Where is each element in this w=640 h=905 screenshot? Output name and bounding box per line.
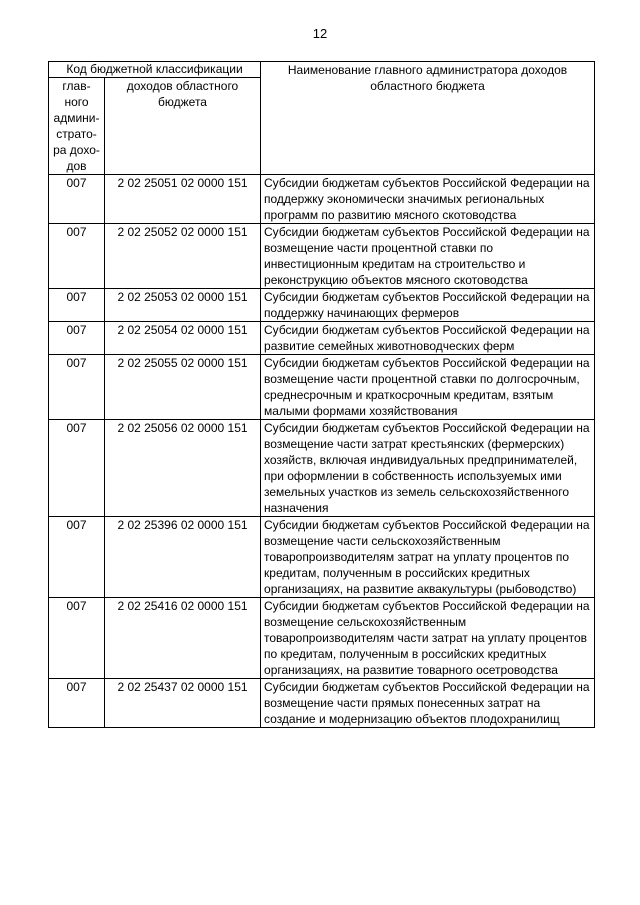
regional-income-header: доходов областного бюджета bbox=[105, 78, 261, 175]
income-code-cell: 2 02 25055 02 0000 151 bbox=[105, 355, 261, 420]
admin-code-cell: 007 bbox=[49, 355, 105, 420]
income-name-cell: Субсидии бюджетам субъектов Российской Федерации на возмещение части сельскохозяйственным товаропроизводителям затрат на уплату процентов по кредитам, полученным в российских кредитных организациях, на развитие аквакультуры (рыбоводство) bbox=[261, 517, 595, 598]
income-name-cell: Субсидии бюджетам субъектов Российской Федерации на возмещение части прямых понесенных затрат на создание и модернизацию объектов плодохранилищ bbox=[261, 679, 595, 728]
table-header-row-group bbox=[49, 62, 595, 78]
admin-code-cell: 007 bbox=[49, 517, 105, 598]
income-code-cell: 2 02 25053 02 0000 151 bbox=[105, 289, 261, 322]
chief-administrator-header: глав- ного админи- страто- ра дохо- дов bbox=[49, 78, 105, 175]
table-body bbox=[49, 175, 595, 728]
income-code-cell: 2 02 25437 02 0000 151 bbox=[105, 679, 261, 728]
admin-code-cell: 007 bbox=[49, 598, 105, 679]
income-code-cell: 2 02 25056 02 0000 151 bbox=[105, 420, 261, 517]
admin-code-cell: 007 bbox=[49, 322, 105, 355]
table-row bbox=[49, 679, 595, 728]
budget-classification-table bbox=[48, 61, 595, 728]
admin-code-cell: 007 bbox=[49, 175, 105, 224]
table-row bbox=[49, 598, 595, 679]
income-name-cell: Субсидии бюджетам субъектов Российской Федерации на возмещение части процентной ставки по долгосрочным, среднесрочным и краткосрочным кредитам, взятым малыми формами хозяйствования bbox=[261, 355, 595, 420]
income-code-cell: 2 02 25054 02 0000 151 bbox=[105, 322, 261, 355]
table-row bbox=[49, 355, 595, 420]
admin-code-cell: 007 bbox=[49, 679, 105, 728]
table-row bbox=[49, 289, 595, 322]
income-name-cell: Субсидии бюджетам субъектов Российской Федерации на поддержку начинающих фермеров bbox=[261, 289, 595, 322]
income-name-cell: Субсидии бюджетам субъектов Российской Федерации на поддержку экономически значимых региональных программ по развитию мясного скотоводства bbox=[261, 175, 595, 224]
table-row bbox=[49, 322, 595, 355]
admin-code-cell: 007 bbox=[49, 289, 105, 322]
income-name-cell: Субсидии бюджетам субъектов Российской Федерации на возмещение части процентной ставки по инвестиционным кредитам на строительство и реконструкцию объектов мясного скотоводства bbox=[261, 224, 595, 289]
administrator-name-header bbox=[261, 62, 595, 175]
admin-code-cell: 007 bbox=[49, 420, 105, 517]
income-code-cell: 2 02 25051 02 0000 151 bbox=[105, 175, 261, 224]
income-name-cell: Субсидии бюджетам субъектов Российской Федерации на возмещение сельскохозяйственным товаропроизводителям части затрат на уплату процентов по кредитам, полученным в российских кредитных организациях, на развитие товарного осетроводства bbox=[261, 598, 595, 679]
administrator-name-header-label: Наименование главного администратора доходов областного бюджета bbox=[287, 63, 568, 93]
income-name-cell: Субсидии бюджетам субъектов Российской Федерации на возмещение части затрат крестьянских (фермерских) хозяйств, включая индивидуальных предпринимателей, при оформлении в собственность используемых ими земельных участков из земель сельскохозяйственного назначения bbox=[261, 420, 595, 517]
table-row bbox=[49, 420, 595, 517]
income-code-cell: 2 02 25416 02 0000 151 bbox=[105, 598, 261, 679]
income-code-cell: 2 02 25396 02 0000 151 bbox=[105, 517, 261, 598]
table-row bbox=[49, 175, 595, 224]
income-name-cell: Субсидии бюджетам субъектов Российской Федерации на развитие семейных животноводческих ферм bbox=[261, 322, 595, 355]
income-code-cell: 2 02 25052 02 0000 151 bbox=[105, 224, 261, 289]
page-number: 12 bbox=[312, 26, 328, 41]
budget-classification-code-header: Код бюджетной классификации bbox=[49, 62, 261, 78]
table-row bbox=[49, 517, 595, 598]
table-row bbox=[49, 224, 595, 289]
admin-code-cell: 007 bbox=[49, 224, 105, 289]
